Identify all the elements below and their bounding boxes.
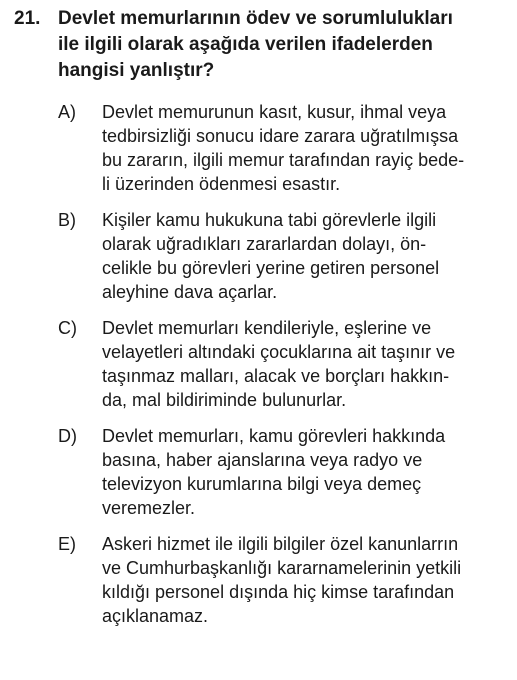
option-text-line: Askeri hizmet ile ilgili bilgiler özel kanunlarrın (102, 534, 459, 554)
question-stem-line: ile ilgili olarak aşağıda verilen ifadelerden (58, 34, 433, 55)
option-text-line: Devlet memurunun kasıt, kusur, ihmal veya (102, 102, 447, 122)
option-letter: C) (58, 318, 77, 338)
option-letter: B) (58, 210, 76, 230)
option-text-line: televizyon kurumlarına bilgi veya demeç (102, 474, 422, 494)
question-block (14, 6, 510, 640)
option-text-line: velayetleri altındaki çocuklarına ait taşınır ve (102, 342, 456, 362)
option-text-line: Kişiler kamu hukukuna tabi görevlerle ilgili (102, 210, 437, 230)
option-text-line: açıklanamaz. (102, 606, 209, 626)
option-d[interactable] (58, 424, 510, 520)
option-letter: A) (58, 102, 76, 122)
option-a[interactable] (58, 100, 510, 196)
option-text-line: taşınmaz malları, alacak ve borçları hakkın- (102, 366, 450, 386)
option-text-line: ve Cumhurbaşkanlığı kararnamelerinin yetkili (102, 558, 462, 578)
option-text-line: celikle bu görevleri yerine getiren personel (102, 258, 440, 278)
option-text-line: da, mal bildiriminde bulunurlar. (102, 390, 347, 410)
option-c[interactable] (58, 316, 510, 412)
option-text (102, 532, 510, 628)
question-stem-line: hangisi yanlıştır? (58, 60, 215, 81)
answer-options (14, 100, 510, 628)
option-text-line: kıldığı personel dışında hiç kimse tarafından (102, 582, 455, 602)
option-text-line: veremezler. (102, 498, 196, 518)
option-text (102, 100, 510, 196)
option-text (102, 316, 510, 412)
option-letter: D) (58, 426, 77, 446)
question-header (14, 6, 510, 84)
option-e[interactable] (58, 532, 510, 628)
option-text-line: bu zararın, ilgili memur tarafından rayiç bede- (102, 150, 465, 170)
question-stem (58, 6, 498, 84)
option-text-line: tedbirsizliği sonucu idare zarara uğratılmışsa (102, 126, 459, 146)
option-text-line: aleyhine dava açarlar. (102, 282, 278, 302)
option-text (102, 424, 510, 520)
question-stem-line: Devlet memurlarının ödev ve sorumlulukları (58, 8, 453, 29)
option-text-line: olarak uğradıkları zararlardan dolayı, ön- (102, 234, 427, 254)
question-number: 21. (14, 8, 41, 29)
option-text (102, 208, 510, 304)
option-text-line: basına, haber ajanslarına veya radyo ve (102, 450, 423, 470)
option-text-line: Devlet memurları, kamu görevleri hakkında (102, 426, 446, 446)
option-b[interactable] (58, 208, 510, 304)
option-text-line: Devlet memurları kendileriyle, eşlerine ve (102, 318, 432, 338)
option-text-line: li üzerinden ödenmesi esastır. (102, 174, 341, 194)
option-letter: E) (58, 534, 76, 554)
